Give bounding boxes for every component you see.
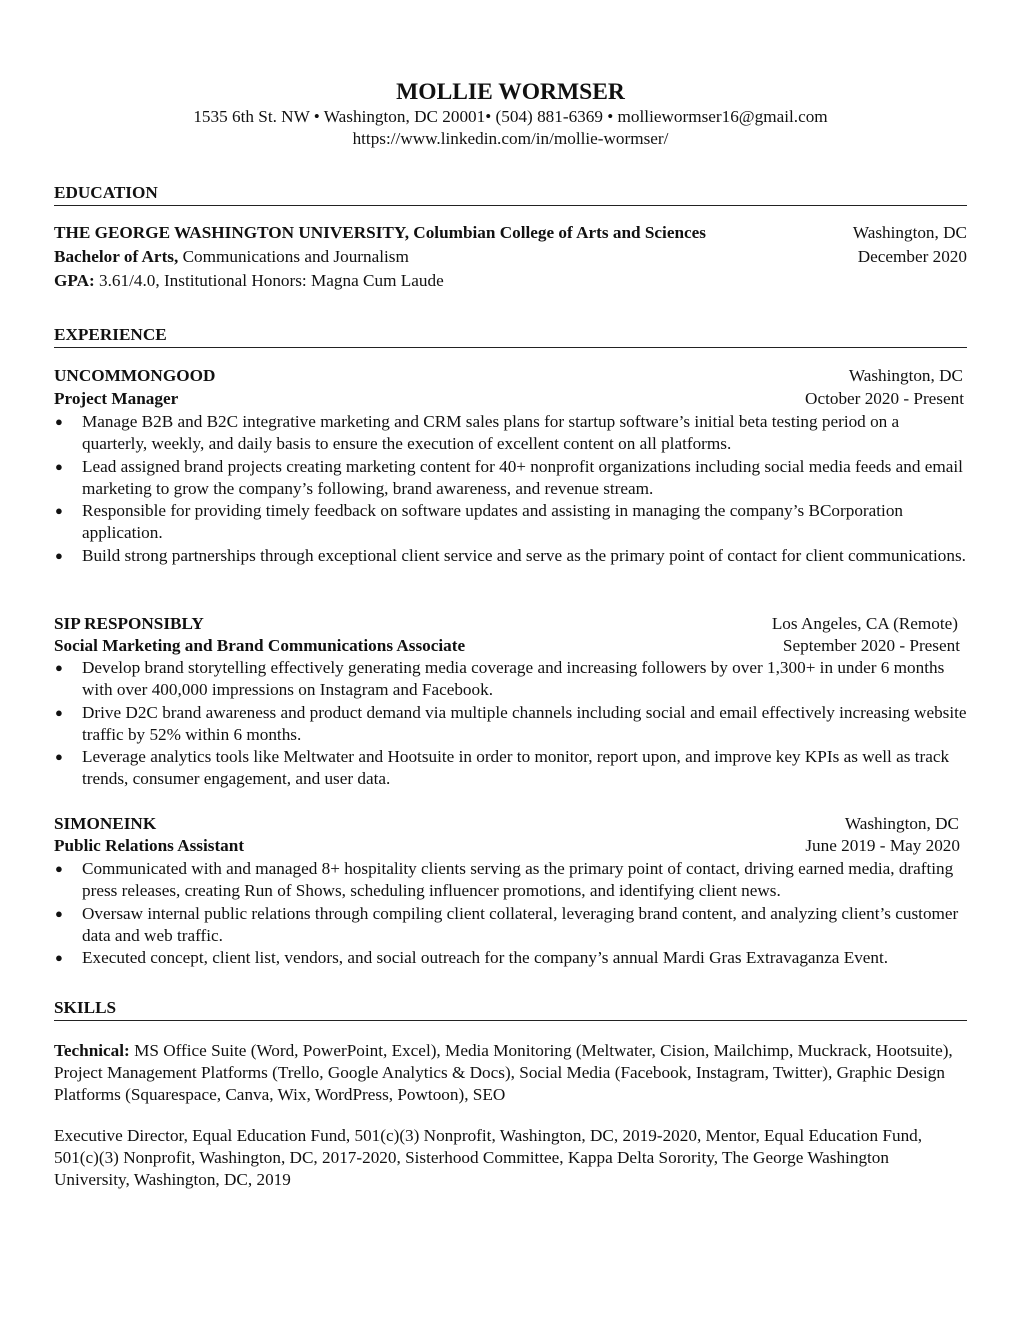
list-item (54, 702, 967, 747)
bullet-icon: ● (55, 861, 63, 876)
bullet-text: Oversaw internal public relations through compiling client collateral, leveraging brand content, and analyzing client’s customer data and web traffic. (82, 903, 959, 945)
bullet-text: Leverage analytics tools like Meltwater and Hootsuite in order to monitor, report upon, and improve key KPIs as well as track trends, consumer engagement, and user data. (82, 747, 950, 789)
bullet-icon: ● (55, 749, 63, 765)
job-company: SIP RESPONSIBLY (54, 614, 204, 633)
job-company-row (54, 365, 963, 387)
gpa-text: 3.61/4.0, Institutional Honors: Magna Cum Laude (99, 271, 444, 290)
bullet-icon: ● (55, 660, 63, 675)
candidate-name: MOLLIE WORMSER (396, 79, 625, 105)
bullet-text: Develop brand storytelling effectively generating media coverage and increasing followers by over 1,300+ in under 6 months with over 400,000 impressions on Instagram and Facebook. (82, 658, 945, 700)
bullet-text: Build strong partnerships through exceptional client service and serve as the primary point of contact for client communications. (82, 545, 966, 565)
job-company: SIMONEINK (54, 814, 157, 833)
list-item (54, 545, 967, 567)
job-bullets (54, 657, 967, 791)
skills-leadership: Executive Director, Equal Education Fund, 501(c)(3) Nonprofit, Washington, DC, 2019-2020, Mentor, Equal Education Fund, 501(c)(3) Nonprofit, Washington, DC, 2017-2020, Sisterhood Committee, Kappa Delta Sorority, The George Washington University, Washington, DC, 2019 (54, 1126, 923, 1189)
degree (54, 246, 409, 268)
bullet-icon: ● (55, 704, 63, 720)
job-dates: October 2020 - Present (805, 389, 964, 408)
bullet-text: Executed concept, client list, vendors, and social outreach for the company’s annual Mardi Gras Extravaganza Event. (82, 948, 889, 968)
education-heading: EDUCATION (54, 182, 967, 206)
bullet-icon: ● (55, 950, 63, 966)
school-location: Washington, DC (852, 223, 967, 242)
bullet-icon: ● (55, 905, 63, 921)
job-title-row (54, 835, 960, 857)
list-item (54, 456, 967, 501)
list-item (54, 500, 967, 545)
job-location: Los Angeles, CA (Remote) (771, 614, 958, 633)
education-gpa-row (54, 270, 967, 292)
school-name: THE GEORGE WASHINGTON UNIVERSITY, Columbian College of Arts and Sciences (54, 223, 706, 242)
job-company-row (54, 613, 958, 635)
job-company-row (54, 813, 959, 835)
job-bullets (54, 411, 967, 567)
job-location: Washington, DC (844, 814, 959, 833)
contact-line: 1535 6th St. NW • Washington, DC 20001• (504) 881-6369 • molliewormser16@gmail.com (193, 107, 828, 126)
contact-block (54, 106, 967, 150)
job-title-row (54, 635, 960, 657)
skills-technical (54, 1040, 954, 1106)
experience-heading: EXPERIENCE (54, 324, 967, 348)
skills-heading: SKILLS (54, 997, 967, 1021)
education-degree-row (54, 246, 967, 268)
bullet-icon: ● (55, 503, 63, 519)
job-company: UNCOMMONGOOD (54, 366, 216, 385)
job-dates: September 2020 - Present (782, 636, 960, 655)
bullet-icon: ● (55, 458, 63, 474)
list-item (54, 947, 967, 969)
bullet-text: Responsible for providing timely feedback on software updates and assisting in managing the company’s BCorporation application. (82, 501, 904, 543)
technical-label: Technical: (54, 1041, 130, 1060)
job-location: Washington, DC (848, 366, 963, 385)
job-dates: June 2019 - May 2020 (805, 836, 960, 855)
list-item (54, 411, 967, 456)
bullet-text: Drive D2C brand awareness and product demand via multiple channels including social and email effectively increasing website traffic by 52% within 6 months. (82, 702, 967, 744)
job-title-row (54, 388, 964, 410)
education-school-row (54, 222, 967, 244)
degree-label: Bachelor of Arts, (54, 247, 179, 266)
list-item (54, 858, 967, 903)
job-title: Public Relations Assistant (54, 836, 245, 855)
bullet-text: Manage B2B and B2C integrative marketing and CRM sales plans for startup software’s initial beta testing period on a quarterly, weekly, and daily basis to ensure the execution of excellent content on all platforms. (82, 412, 900, 454)
bullet-text: Lead assigned brand projects creating marketing content for 40+ nonprofit organizations including social media feeds and email marketing to grow the company’s following, brand awareness, and revenue stream. (82, 456, 963, 498)
list-item (54, 657, 967, 702)
bullet-icon: ● (55, 547, 63, 563)
list-item (54, 746, 967, 791)
list-item (54, 903, 967, 948)
technical-text: MS Office Suite (Word, PowerPoint, Excel), Media Monitoring (Meltwater, Cision, Mailchimp, Muckrack, Hootsuite), Project Management Platforms (Trello, Google Analytics & Docs), Social Media (Facebook, Instagram, Twitter), Graphic Design Platforms (Squarespace, Canva, Wix, WordPress, Powtoon), SEO (54, 1041, 953, 1104)
linkedin-link[interactable]: https://www.linkedin.com/in/mollie-wormser/ (352, 129, 669, 148)
job-title: Project Manager (54, 389, 179, 408)
gpa-label: GPA: (54, 271, 95, 290)
bullet-icon: ● (55, 414, 63, 429)
graduation-date: December 2020 (857, 247, 967, 266)
job-bullets (54, 858, 967, 969)
job-title: Social Marketing and Brand Communications Associate (54, 636, 466, 655)
bullet-text: Communicated with and managed 8+ hospitality clients serving as the primary point of contact, driving earned media, drafting press releases, creating Run of Shows, scheduling influencer promotions, and identifying client news. (82, 859, 954, 901)
degree-field: Communications and Journalism (182, 247, 409, 266)
